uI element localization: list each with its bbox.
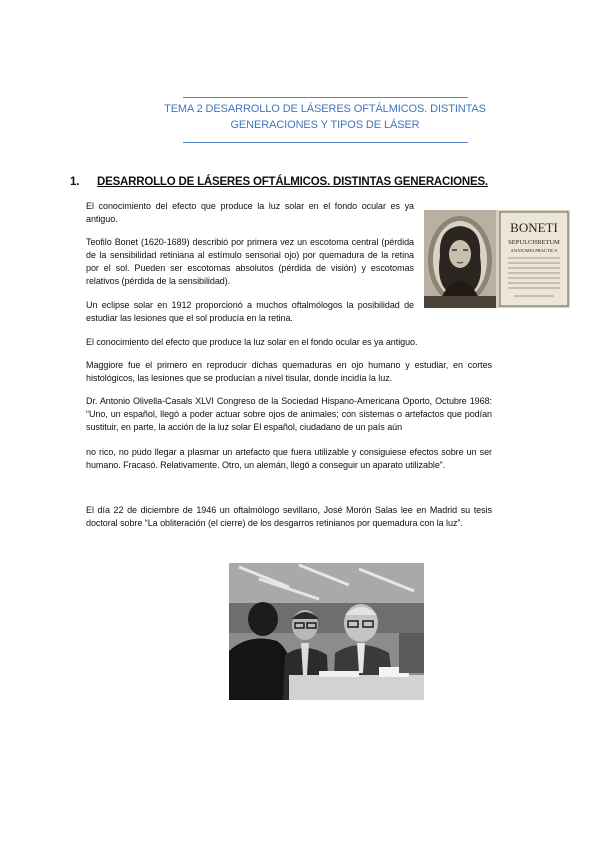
section-heading-text: DESARROLLO DE LÁSERES OFTÁLMICOS. DISTINTAS GENERACIONES. bbox=[97, 176, 488, 188]
section-number: 1. bbox=[70, 176, 80, 188]
paragraph-5: Maggiore fue el primero en reproducir dichas quemaduras en ojo humano y estudiar, en cortes histológicos, las lesiones que se producían a nivel tisular, donde incidía la luz. bbox=[86, 360, 492, 383]
portrait-caption-line2: SEPULCHRETUM bbox=[508, 239, 560, 246]
historical-photo bbox=[229, 563, 424, 700]
section-heading bbox=[70, 176, 488, 188]
page-title bbox=[150, 101, 500, 133]
paragraph-6a: Dr. Antonio Olivella-Casals XLVI Congreso de la Sociedad Hispano-Americana Oporto, Octubre 1968: “Uno, un español, llegó a poder actuar sobre ojos de animales; con sistemas o artefactos que podían sustituir, en parte, la acción de la luz solar El español, ciudadano de un país aún bbox=[86, 396, 492, 432]
paragraph-1: El conocimiento del efecto que produce la luz solar en el fondo ocular es ya antiguo. bbox=[86, 201, 414, 224]
paragraph-7: El día 22 de diciembre de 1946 un oftalmólogo sevillano, José Morón Salas lee en Madrid su tesis doctoral sobre “La obliteración (el cierre) de los desgarros retinianos por quemadura con la luz”. bbox=[86, 505, 492, 528]
bonet-portrait-image bbox=[424, 210, 570, 308]
paragraph-2: Teofilo Bonet (1620-1689) describió por primera vez un escotoma central (pérdida de la sensibilidad retiniana al estímulo sensorial ojo) por quemadura de la retina por el sol. Pueden ser escotomas absolutos (pérdida de visión) y escotomas relativos (pérdida de la sensibilidad). bbox=[86, 237, 414, 286]
title-top-rule bbox=[183, 97, 468, 98]
page-title-line-2: GENERACIONES Y TIPOS DE LÁSER bbox=[230, 119, 420, 131]
page-title-line-1: TEMA 2 DESARROLLO DE LÁSERES OFTÁLMICOS. DISTINTAS bbox=[164, 103, 486, 115]
historical-photo-illustration bbox=[229, 563, 424, 700]
bonet-portrait-illustration bbox=[424, 210, 570, 308]
portrait-caption-line3: ANATOMIA PRACTICA bbox=[510, 248, 558, 253]
portrait-caption-line1: BONETI bbox=[510, 220, 558, 235]
title-bottom-rule bbox=[183, 142, 468, 143]
paragraph-6b: no rico, no pudo llegar a plasmar un artefacto que fuera utilizable y consiguiese efectos sobre un ser humano. Fracasó. Relativamente. Otro, un alemán, llegó a conseguir un aparato utilizable”. bbox=[86, 447, 492, 470]
paragraph-4: El conocimiento del efecto que produce la luz solar en el fondo ocular es ya antiguo. bbox=[86, 337, 418, 347]
paragraph-3: Un eclipse solar en 1912 proporcionó a muchos oftalmólogos la posibilidad de estudiar las lesiones que el sol producía en la retina. bbox=[86, 300, 414, 323]
